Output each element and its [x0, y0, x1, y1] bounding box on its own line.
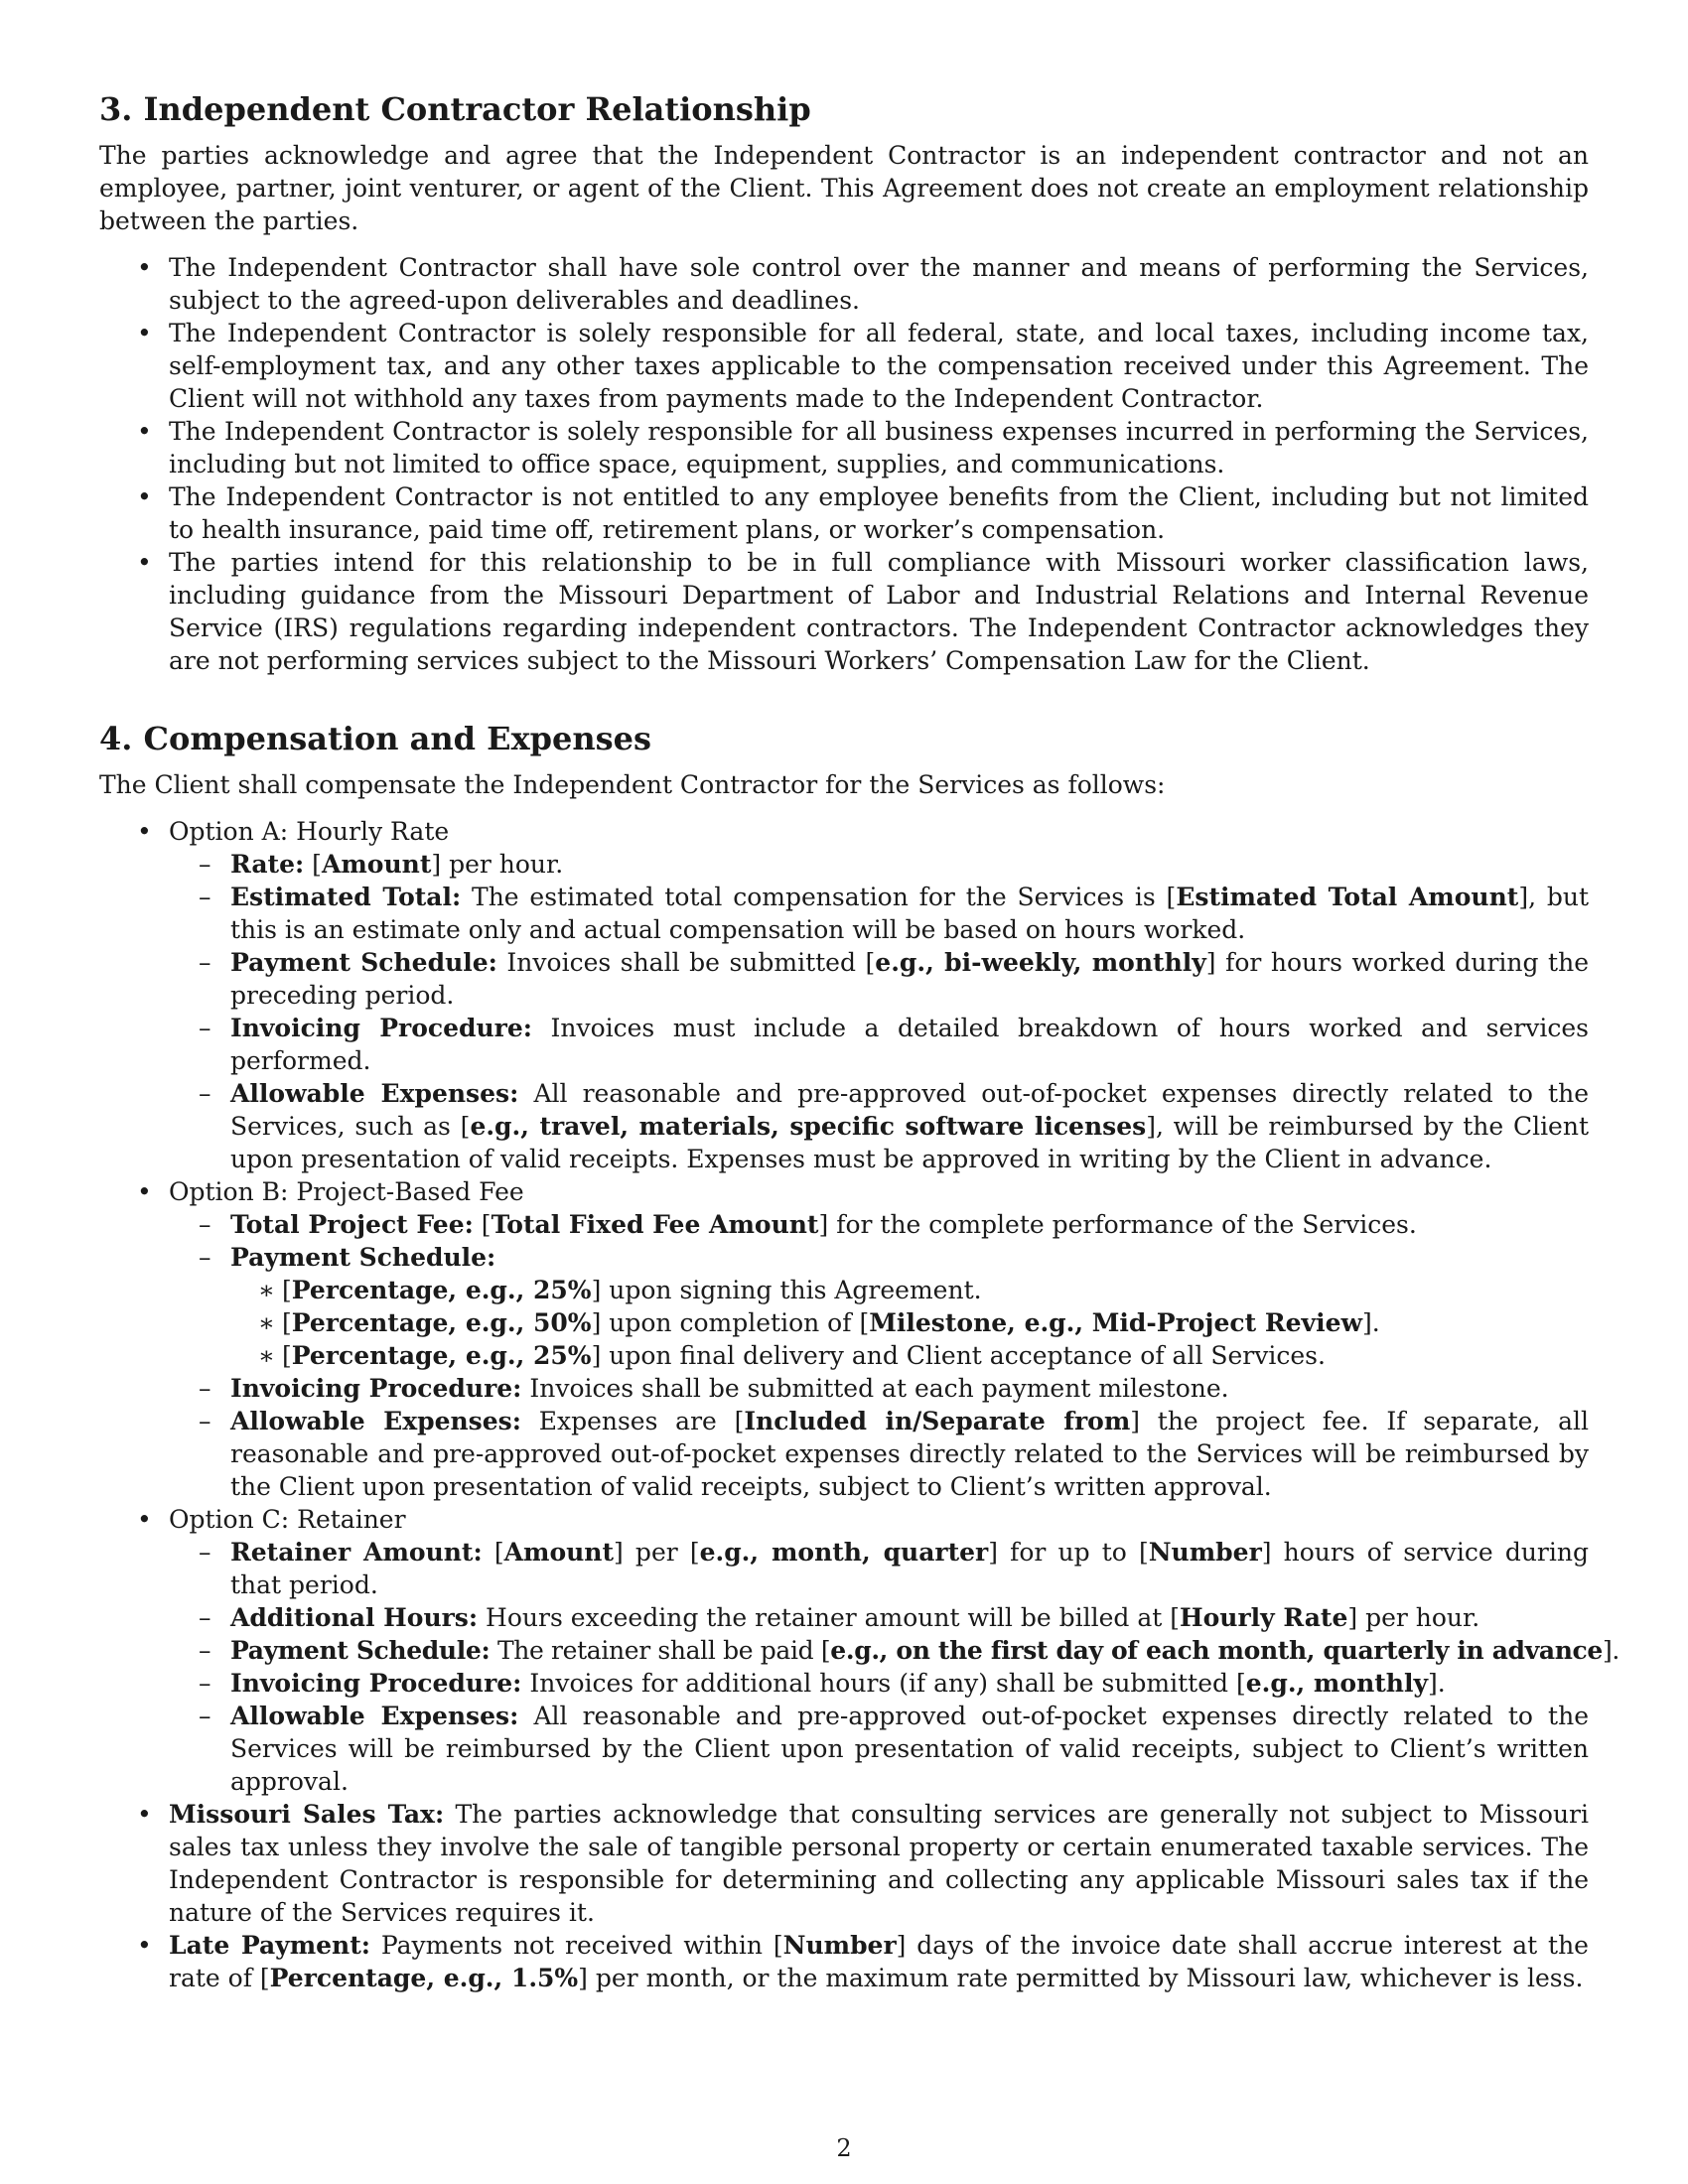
milestone-1-text: upon signing this Agreement. — [601, 1276, 982, 1304]
option-b-list — [169, 1208, 1589, 1503]
payment-schedule-label: Payment Schedule: — [230, 1243, 496, 1272]
payment-schedule-placeholder: e.g., bi-weekly, monthly — [875, 948, 1206, 977]
list-item: ∗ [Percentage, e.g., 50%] upon completion of [Milestone, e.g., Mid-Project Review]. — [230, 1306, 1589, 1339]
list-item: ∗ [Percentage, e.g., 25%] upon signing this Agreement. — [230, 1274, 1589, 1306]
payment-schedule-label: Payment Schedule: — [230, 948, 497, 977]
list-item: – Payment Schedule: The retainer shall be paid [e.g., on the first day of each month, quarterly in advance]. — [169, 1634, 1589, 1667]
invoicing-placeholder: e.g., monthly — [1245, 1669, 1428, 1698]
retainer-text: per — [623, 1538, 690, 1567]
late-payment-text-end: per month, or the maximum rate permitted by Missouri law, whichever is less. — [587, 1964, 1584, 1992]
rate-label: Rate: — [230, 850, 305, 879]
invoicing-text: Invoices shall be submitted at each payment milestone. — [521, 1374, 1229, 1403]
list-item: – Additional Hours: Hours exceeding the retainer amount will be billed at [Hourly Rate] per hour. — [169, 1601, 1589, 1634]
section-4-heading: 4. Compensation and Expenses — [99, 720, 652, 757]
expenses-label: Allowable Expenses: — [230, 1407, 521, 1435]
hourly-rate-placeholder: Hourly Rate — [1179, 1603, 1348, 1632]
sales-tax-text: The parties acknowledge that consulting services are generally not subject to Missouri sales tax unless they involve the sale of tangible personal property or certain enumerated taxable services. The Independent Contractor is responsible for determining and collecting any applicable Missouri sales tax if the nature of the Services requires it. — [169, 1800, 1589, 1927]
option-a — [99, 815, 1589, 1175]
late-payment-item: • Late Payment: Payments not received within [Number] days of the invoice date shall accrue interest at the rate of [Percentage, e.g., 1.5%] per month, or the maximum rate permitted by Missouri law, whichever is less. — [99, 1929, 1589, 1994]
list-item — [169, 1372, 1589, 1405]
list-item: – Rate: [Amount] per hour. — [169, 848, 1589, 881]
list-item: – Estimated Total: The estimated total compensation for the Services is [Estimated Total Amount], but this is an estimate only and actual compensation will be based on hours worked. — [169, 881, 1589, 946]
milestone-2-placeholder: Percentage, e.g., 50% — [291, 1308, 592, 1337]
additional-hours-label: Additional Hours: — [230, 1603, 479, 1632]
late-rate-placeholder: Percentage, e.g., 1.5% — [269, 1964, 579, 1992]
list-item: • The Independent Contractor is not entitled to any employee benefits from the Client, including but not limited to health insurance, paid time off, retirement plans, or worker’s compensation. — [99, 480, 1589, 546]
additional-hours-text-end: per hour. — [1357, 1603, 1480, 1632]
retainer-text-mid: for up to — [997, 1538, 1139, 1567]
list-item: – Allowable Expenses: Expenses are [Included in/Separate from] the project fee. If separate, all reasonable and pre-approved out-of-pocket expenses directly related to the Services will be reimbursed by the Client upon presentation of valid receipts, subject to Client’s written approval. — [169, 1405, 1589, 1503]
project-fee-placeholder: Total Fixed Fee Amount — [491, 1210, 819, 1239]
list-item: – Payment Schedule: Invoices shall be submitted [e.g., bi-weekly, monthly] for hours worked during the preceding period. — [169, 946, 1589, 1012]
list-item — [169, 1012, 1589, 1077]
list-item: – Invoicing Procedure: Invoices for additional hours (if any) shall be submitted [e.g., monthly]. — [169, 1667, 1589, 1700]
milestone-list — [230, 1274, 1589, 1372]
section-4-intro: The Client shall compensate the Independent Contractor for the Services as follows: — [99, 770, 1166, 799]
retainer-hours-placeholder: Number — [1148, 1538, 1262, 1567]
list-item: – Allowable Expenses: All reasonable and pre-approved out-of-pocket expenses directly related to the Services, such as [e.g., travel, materials, specific software licenses], will be reimbursed by the Client upon presentation of valid receipts. Expenses must be approved in writing by the Client in advance. — [169, 1077, 1589, 1175]
retainer-period-placeholder: e.g., month, quarter — [699, 1538, 989, 1567]
estimated-total-label: Estimated Total: — [230, 883, 462, 911]
invoicing-text: Invoices for additional hours (if any) shall be submitted — [521, 1669, 1236, 1698]
page-number: 2 — [836, 2134, 852, 2162]
retainer-amount-placeholder: Amount — [503, 1538, 615, 1567]
option-c-title: Option C: Retainer — [169, 1505, 406, 1534]
expenses-text: All reasonable and pre-approved out-of-pocket expenses directly related to the Services will be reimbursed by the Client upon presentation of valid receipts, subject to Client’s written approval. — [230, 1702, 1589, 1796]
project-fee-text: for the complete performance of the Services. — [828, 1210, 1417, 1239]
invoicing-label: Invoicing Procedure: — [230, 1374, 522, 1403]
late-payment-text: Payments not received within — [370, 1931, 774, 1960]
retainer-text-end: hours of service during that period. — [230, 1538, 1589, 1599]
late-payment-text-mid: days of the invoice date shall accrue interest at the rate of — [169, 1931, 1589, 1992]
expenses-placeholder: Included in/Separate from — [744, 1407, 1131, 1435]
payment-schedule-label: Payment Schedule: — [230, 1636, 491, 1665]
milestone-3-placeholder: Percentage, e.g., 25% — [291, 1341, 592, 1370]
list-item: • The parties intend for this relationship to be in full compliance with Missouri worker classification laws, including guidance from the Missouri Department of Labor and Industrial Relations and Internal Revenue Service (IRS) regulations regarding independent contractors. The Independent Contractor acknowledges they are not performing services subject to the Missouri Workers’ Compensation Law for the Client. — [99, 546, 1589, 677]
rate-text: per hour. — [441, 850, 564, 879]
section-3-intro: The parties acknowledge and agree that the Independent Contractor is an independent contractor and not an employee, partner, joint venturer, or agent of the Client. This Agreement does not create an employment relationship between the parties. — [99, 141, 1589, 235]
section-4-list — [99, 815, 1619, 1994]
sales-tax-item — [99, 1798, 1589, 1929]
milestone-2-text: upon completion of — [601, 1308, 860, 1337]
list-item — [169, 1700, 1589, 1798]
estimated-total-text-end: , but this is an estimate only and actual compensation will be based on hours worked. — [230, 883, 1589, 944]
list-item: – Total Project Fee: [Total Fixed Fee Amount] for the complete performance of the Services. — [169, 1208, 1589, 1241]
project-fee-label: Total Project Fee: — [230, 1210, 474, 1239]
milestone-1-placeholder: Percentage, e.g., 25% — [291, 1276, 592, 1304]
late-days-placeholder: Number — [782, 1931, 897, 1960]
payment-schedule-placeholder: e.g., on the first day of each month, quarterly in advance — [830, 1636, 1603, 1665]
list-item — [169, 1241, 1589, 1372]
estimated-total-text: The estimated total compensation for the Services is — [461, 883, 1167, 911]
rate-placeholder: Amount — [321, 850, 432, 879]
list-item: • The Independent Contractor is solely responsible for all business expenses incurred in performing the Services, including but not limited to office space, equipment, supplies, and communications. — [99, 415, 1589, 480]
option-a-title: Option A: Hourly Rate — [169, 817, 450, 846]
list-item: ∗ [Percentage, e.g., 25%] upon final delivery and Client acceptance of all Services. — [230, 1339, 1589, 1372]
list-item: – Retainer Amount: [Amount] per [e.g., month, quarter] for up to [Number] hours of service during that period. — [169, 1536, 1589, 1601]
list-item: • The Independent Contractor is solely responsible for all federal, state, and local taxes, including income tax, self-employment tax, and any other taxes applicable to the compensation received under this Agreement. The Client will not withhold any taxes from payments made to the Independent Contractor. — [99, 317, 1589, 415]
section-3-heading: 3. Independent Contractor Relationship — [99, 90, 811, 128]
document-page — [99, 89, 1619, 1994]
option-b — [99, 1175, 1589, 1503]
option-c-list — [169, 1536, 1619, 1798]
retainer-label: Retainer Amount: — [230, 1538, 483, 1567]
invoicing-label: Invoicing Procedure: — [230, 1014, 532, 1042]
milestone-2-name-placeholder: Milestone, e.g., Mid-Project Review — [869, 1308, 1362, 1337]
invoicing-label: Invoicing Procedure: — [230, 1669, 522, 1698]
expenses-text-end: , will be reimbursed by the Client upon presentation of valid receipts. Expenses must be approved in writing by the Client in advance. — [230, 1112, 1590, 1173]
additional-hours-text: Hours exceeding the retainer amount will be billed at — [478, 1603, 1171, 1632]
expenses-label: Allowable Expenses: — [230, 1079, 519, 1108]
milestone-3-text: upon final delivery and Client acceptance of all Services. — [601, 1341, 1326, 1370]
sales-tax-label: Missouri Sales Tax: — [169, 1800, 445, 1829]
list-item: • The Independent Contractor shall have sole control over the manner and means of performing the Services, subject to the agreed-upon deliverables and deadlines. — [99, 251, 1589, 317]
payment-schedule-text: Invoices shall be submitted — [496, 948, 866, 977]
expenses-text: All reasonable and pre-approved out-of-pocket expenses directly related to the Services, such as — [230, 1079, 1589, 1141]
estimated-total-placeholder: Estimated Total Amount — [1176, 883, 1519, 911]
payment-schedule-text-end: for hours worked during the preceding period. — [230, 948, 1589, 1010]
late-payment-label: Late Payment: — [169, 1931, 371, 1960]
option-c — [99, 1503, 1619, 1798]
option-b-title: Option B: Project-Based Fee — [169, 1177, 524, 1206]
expenses-label: Allowable Expenses: — [230, 1702, 519, 1730]
section-3-list — [99, 251, 1589, 677]
option-a-list — [169, 848, 1589, 1175]
invoicing-text: Invoices must include a detailed breakdown of hours worked and services performed. — [230, 1014, 1589, 1075]
expenses-text-end: the project fee. If separate, all reasonable and pre-approved out-of-pocket expenses directly related to the Services will be reimbursed by the Client upon presentation of valid receipts, subject to Client’s written approval. — [230, 1407, 1590, 1501]
expenses-placeholder: e.g., travel, materials, specific software licenses — [470, 1112, 1147, 1141]
expenses-text: Expenses are — [520, 1407, 735, 1435]
payment-schedule-text: The retainer shall be paid — [490, 1636, 821, 1665]
